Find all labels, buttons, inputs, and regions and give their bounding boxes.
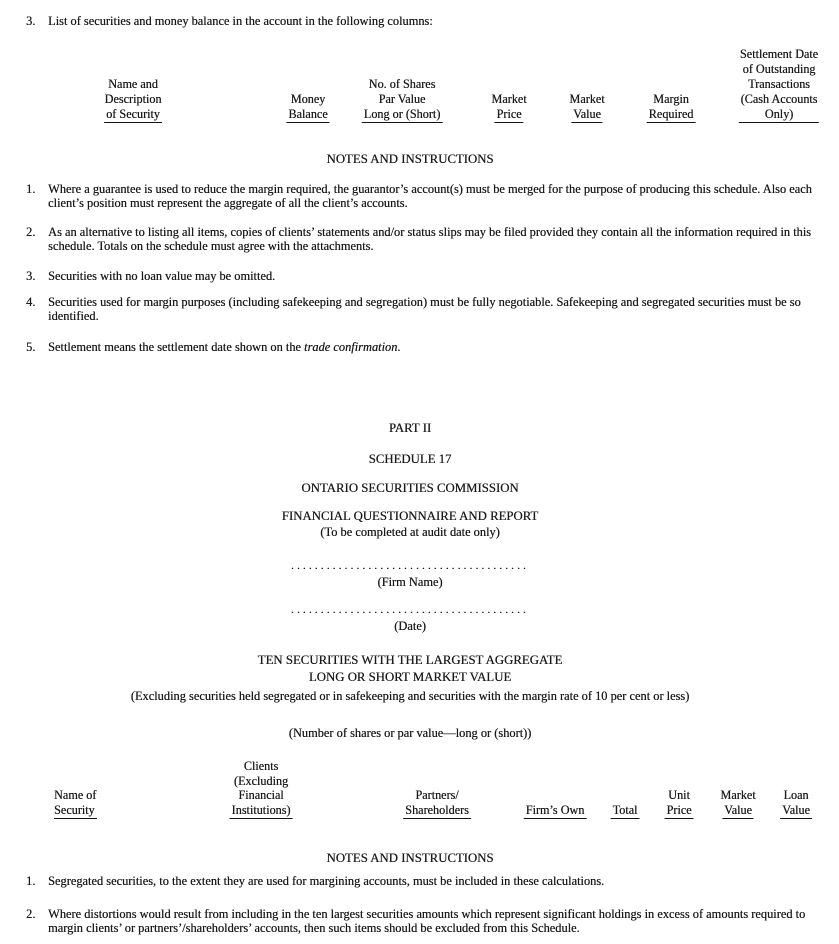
note-number: 3. <box>26 269 36 283</box>
header-underlined-label: Value <box>573 107 601 121</box>
date-label: (Date) <box>394 619 426 633</box>
header-line: Clients <box>243 759 279 773</box>
date-dotted-line: ........................................ <box>291 604 529 616</box>
header-underlined-label: of Security <box>106 107 160 121</box>
header-line <box>720 803 755 818</box>
header-underlined-label: Balance <box>288 107 328 121</box>
note-text: Segregated securities, to the extent they are used for margining accounts, must be included in these calculations. <box>48 874 605 888</box>
header-underlined-label: Price <box>496 107 522 121</box>
notes-and-instructions-heading: NOTES AND INSTRUCTIONS <box>326 152 494 166</box>
header-underlined-label: Shareholders <box>405 802 469 817</box>
note-number: 1. <box>26 182 36 196</box>
header-underlined-label: Firm’s Own <box>525 802 585 817</box>
ten-securities-title-line1: TEN SECURITIES WITH THE LARGEST AGGREGATE <box>257 653 563 667</box>
note-text: Where a guarantee is used to reduce the margin required, the guarantor’s account(s) must be merged for the purpose of producing this schedule. Also each client’s position must represent the aggregate of all the client’s accounts. <box>48 182 812 210</box>
note-4 <box>26 296 823 323</box>
header-line <box>286 107 329 122</box>
header-line <box>491 107 526 122</box>
note-3 <box>26 270 823 284</box>
header-line: of Outstanding <box>742 62 816 76</box>
header-underlined-label: Value <box>724 802 752 817</box>
note-text-suffix: . <box>397 340 401 354</box>
col-settlement-date <box>739 47 819 122</box>
osc-heading: ONTARIO SECURITIES COMMISSION <box>301 481 519 495</box>
exclusion-note: (Excluding securities held segregated or in safekeeping and securities with the margin rate of 10 per cent or less) <box>130 689 690 703</box>
header-line: (Excluding <box>233 773 289 788</box>
header-line <box>54 803 97 818</box>
header-line: Transactions <box>748 77 810 91</box>
header-underlined-label: Security <box>54 802 95 817</box>
item-text: List of securities and money balance in the account in the following columns: <box>48 14 433 28</box>
col-firms-own <box>524 803 587 818</box>
header-underlined-label: Total <box>612 802 638 817</box>
note-number: 2. <box>26 907 36 921</box>
col-unit-price <box>664 788 693 817</box>
firm-name-dotted-line: ........................................ <box>291 560 529 572</box>
notes-and-instructions-heading-2: NOTES AND INSTRUCTIONS <box>326 851 494 865</box>
header-line: Money <box>290 92 326 106</box>
note-text: As an alternative to listing all items, copies of clients’ statements and/or status slips may be filed provided they contain all the information required in this schedule. Totals on the schedule must agree with the attachments. <box>48 225 811 253</box>
item-3 <box>26 15 823 29</box>
header-line <box>104 107 162 122</box>
firm-name-label: (Firm Name) <box>377 575 443 589</box>
header-line: Par Value <box>378 92 426 106</box>
header-line <box>647 107 696 122</box>
header-line: Market <box>569 92 605 106</box>
note-text: Where distortions would result from including in the ten largest securities amounts which represent significant holdings in excess of amounts required to margin clients’ or partners’/shareholders’ accounts, then such items should be excluded from this Schedule. <box>48 907 806 935</box>
header-line: Name and <box>108 77 158 91</box>
header-line: Unit <box>668 788 690 802</box>
header-line: Market <box>720 788 756 802</box>
header-underlined-label: Institutions) <box>231 802 291 817</box>
note-1 <box>26 183 823 210</box>
header-line <box>362 107 443 122</box>
schedule17-note-2 <box>26 908 823 935</box>
note-number: 2. <box>26 225 36 239</box>
col-market-price <box>491 92 526 122</box>
header-line: No. of Shares <box>368 77 436 91</box>
header-underlined-label: Price <box>666 802 692 817</box>
header-line <box>664 803 693 818</box>
note-number: 4. <box>26 295 36 309</box>
col-loan-value <box>780 788 812 817</box>
item-number: 3. <box>26 14 36 28</box>
header-line <box>739 107 819 122</box>
ten-securities-title-line2: LONG OR SHORT MARKET VALUE <box>308 670 512 684</box>
header-line: Market <box>491 92 527 106</box>
header-line: Partners/ <box>415 788 459 802</box>
note-2 <box>26 226 823 253</box>
note-text-italic: trade confirmation <box>304 340 398 354</box>
note-text: Securities with no loan value may be omitted. <box>48 269 276 283</box>
col-no-of-shares-par-value <box>362 77 443 122</box>
header-line: Name of <box>54 788 97 802</box>
header-line <box>524 803 587 818</box>
header-line <box>569 107 604 122</box>
note-text: Securities used for margin purposes (including safekeeping and segregation) must be fully negotiable. Safekeeping and segregated securities must be so identified. <box>48 295 801 323</box>
questionnaire-subtitle: (To be completed at audit date only) <box>320 525 500 539</box>
part-ii-heading: PART II <box>388 421 432 435</box>
note-text <box>48 341 823 355</box>
col-name-description-of-security <box>104 77 162 122</box>
header-line: (Cash Accounts <box>740 92 818 106</box>
schedule17-note-1 <box>26 875 823 889</box>
header-line <box>780 803 812 818</box>
col-name-of-security <box>54 788 97 817</box>
col-margin-required <box>647 92 696 122</box>
header-line: Financial <box>238 788 284 802</box>
questionnaire-title: FINANCIAL QUESTIONNAIRE AND REPORT <box>281 509 539 523</box>
header-underlined-label: Value <box>782 802 810 817</box>
col-total <box>611 803 640 818</box>
note-number: 1. <box>26 874 36 888</box>
col-market-value-2 <box>720 788 755 817</box>
note-5 <box>26 341 823 355</box>
header-line: Loan <box>783 788 809 802</box>
col-money-balance <box>286 92 329 122</box>
header-underlined-label: Required <box>648 107 694 121</box>
header-line <box>611 803 640 818</box>
header-line: Settlement Date <box>739 47 819 61</box>
schedule-17-heading: SCHEDULE 17 <box>368 452 452 466</box>
note-number: 5. <box>26 340 36 354</box>
note-text-prefix: Settlement means the settlement date shown on the <box>48 340 305 354</box>
header-line: Description <box>104 92 162 106</box>
header-underlined-label: Only) <box>739 107 819 123</box>
header-line: Margin <box>653 92 689 106</box>
shares-par-value-note: (Number of shares or par value—long or (short)) <box>288 726 532 740</box>
header-line <box>403 803 471 818</box>
col-clients-excluding-financial-institutions <box>230 759 293 817</box>
col-market-value <box>569 92 604 122</box>
col-partners-shareholders <box>403 788 471 817</box>
header-line <box>230 803 293 818</box>
header-underlined-label: Long or (Short) <box>363 107 441 121</box>
